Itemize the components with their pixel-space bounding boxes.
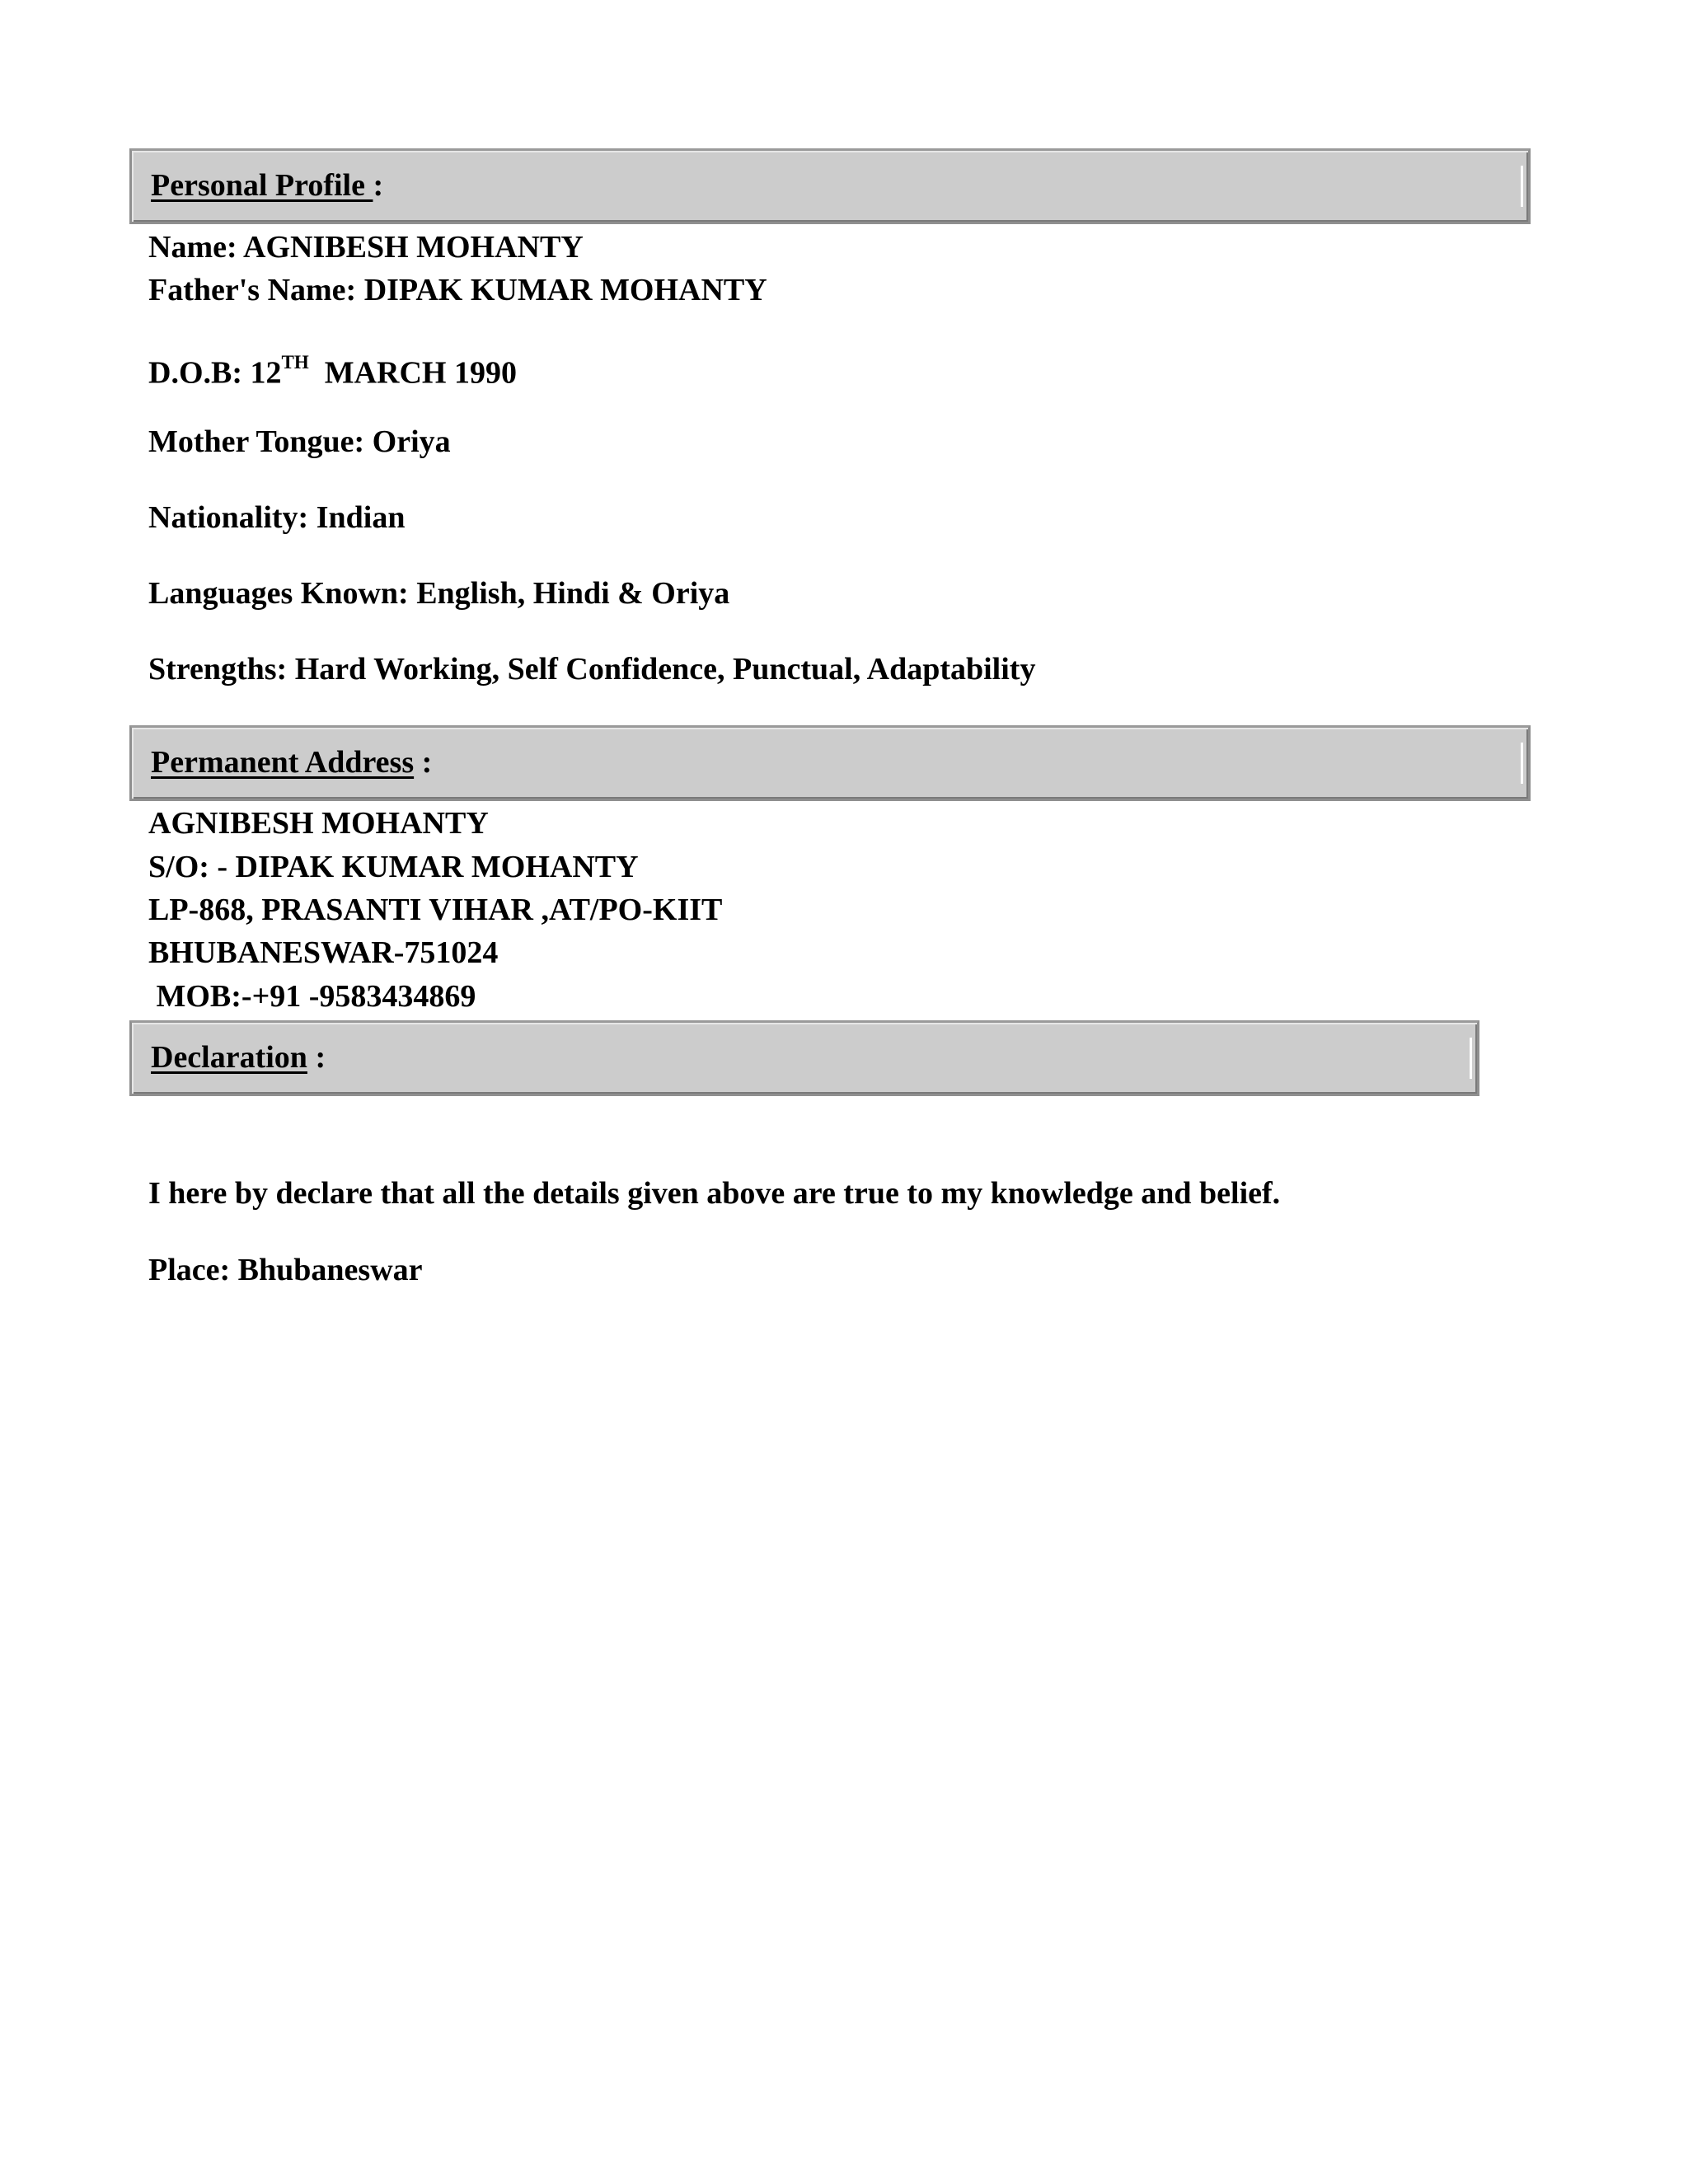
personal-profile-heading-text: Personal Profile [151,168,373,203]
strengths-line: Strengths: Hard Working, Self Confidence, Punctual, Adaptability [148,652,1036,687]
declaration-heading [151,1038,326,1077]
permanent-address-heading [151,743,432,782]
address-line-name: AGNIBESH MOHANTY [148,806,489,841]
name-line: Name: AGNIBESH MOHANTY [148,230,584,265]
languages-line: Languages Known: English, Hindi & Oriya [148,576,730,611]
address-line-street: LP-868, PRASANTI VIHAR ,AT/PO-KIIT [148,893,723,927]
declaration-header [129,1020,1479,1096]
declaration-heading-text: Declaration [151,1040,307,1075]
address-line-city: BHUBANESWAR-751024 [148,935,499,970]
nationality-line: Nationality: Indian [148,500,406,535]
personal-profile-heading-colon: : [373,168,384,203]
personal-profile-header [129,148,1531,224]
declaration-heading-colon: : [307,1040,326,1075]
dob-prefix: D.O.B: 12 [148,355,282,391]
mother-tongue-line: Mother Tongue: Oriya [148,424,451,459]
declaration-statement: I here by declare that all the details given above are true to my knowledge and belief. [148,1176,1281,1211]
father-name-line: Father's Name: DIPAK KUMAR MOHANTY [148,273,767,307]
permanent-address-heading-colon: : [414,745,433,780]
dob-line [148,346,517,393]
dob-suffix: MARCH 1990 [308,355,517,391]
place-line: Place: Bhubaneswar [148,1253,423,1287]
address-line-guardian: S/O: - DIPAK KUMAR MOHANTY [148,850,639,884]
permanent-address-header [129,725,1531,801]
address-line-mobile: MOB:-+91 -9583434869 [148,979,476,1014]
dob-superscript: TH [281,352,309,373]
permanent-address-heading-text: Permanent Address [151,745,415,780]
personal-profile-heading [151,166,383,205]
